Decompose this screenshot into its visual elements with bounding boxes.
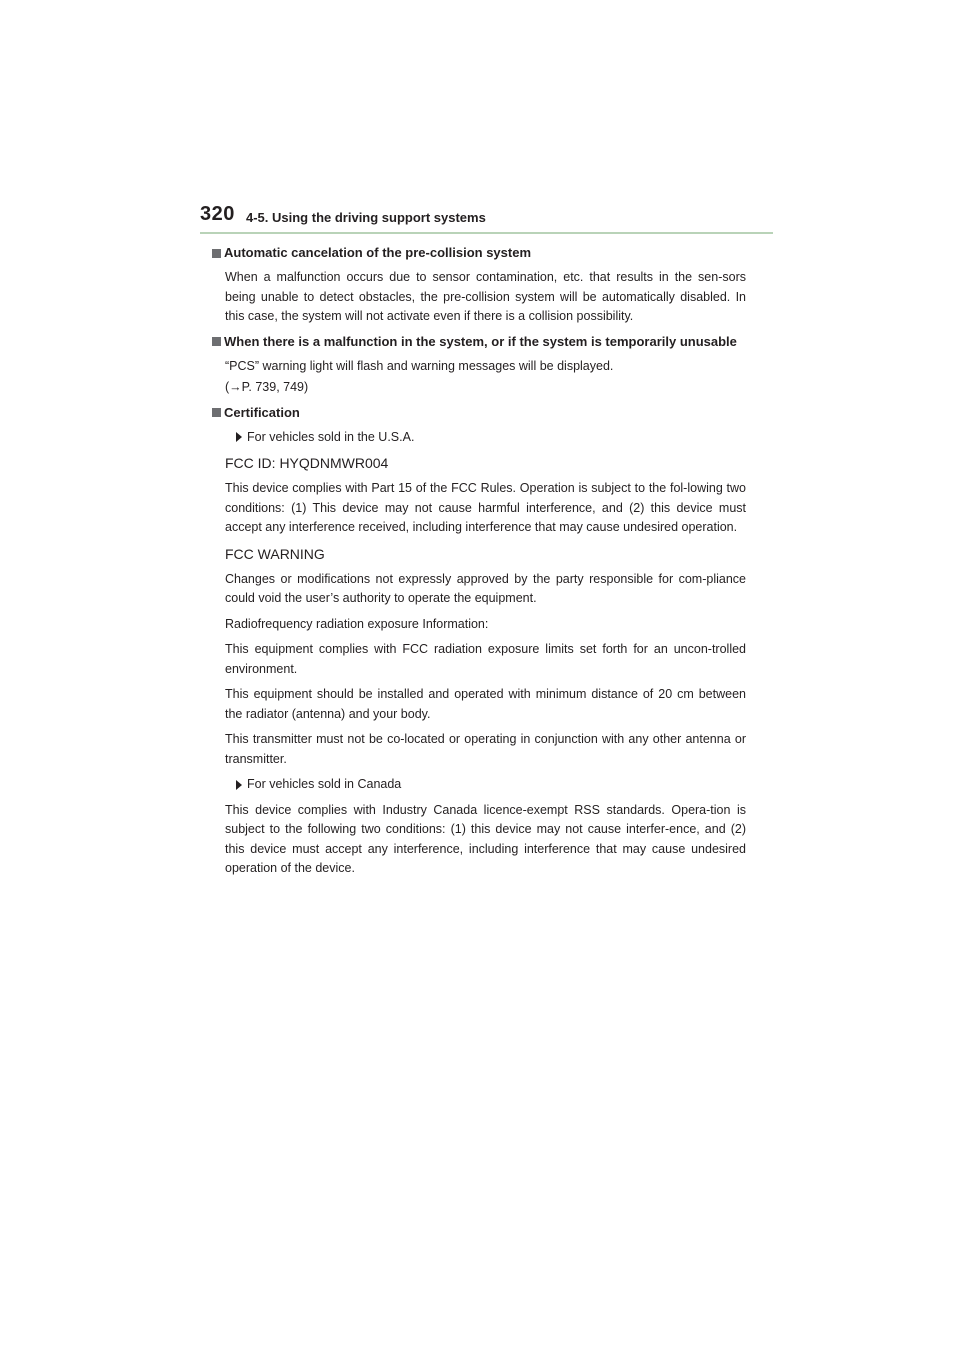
paragraph-rf-title: Radiofrequency radiation exposure Information: — [225, 616, 489, 631]
list-item-canada — [225, 775, 746, 795]
list-item-usa — [225, 428, 746, 448]
heading-malfunction — [212, 333, 746, 351]
paragraph-limits: This equipment complies with FCC radiation exposure limits set forth for an uncon-trolled environment. — [225, 642, 746, 676]
square-bullet-icon — [212, 337, 221, 346]
paragraph-page-ref: (→P. 739, 749) — [225, 380, 309, 394]
triangle-bullet-icon — [236, 432, 242, 442]
heading-text: Certification — [224, 404, 300, 420]
list-item-text: For vehicles sold in the U.S.A. — [247, 429, 415, 444]
header-divider — [200, 232, 773, 234]
triangle-bullet-icon — [236, 780, 242, 790]
paragraph-pcs-warning: “PCS” warning light will flash and warning messages will be displayed. — [225, 358, 614, 373]
paragraph-changes: Changes or modifications not expressly approved by the party responsible for com-pliance could void the user’s authority to operate the equipment. — [225, 571, 746, 605]
square-bullet-icon — [212, 408, 221, 417]
heading-text: Automatic cancelation of the pre-collision system — [224, 245, 532, 260]
square-bullet-icon — [212, 249, 221, 258]
heading-auto-cancel — [212, 244, 746, 262]
paragraph-distance: This equipment should be installed and operated with minimum distance of 20 cm between the radiator (antenna) and your body. — [225, 687, 746, 721]
paragraph-colocated: This transmitter must not be co-located or operating in conjunction with any other antenna or transmitter. — [225, 732, 746, 766]
page-number: 320 — [200, 203, 235, 225]
paragraph-canada: This device complies with Industry Canada licence-exempt RSS standards. Opera-tion is subject to the following two conditions: (1) this device may not cause interfer-ence, and (2) this device must accept any interference, including interference that may cause undesired operation of the device. — [225, 802, 746, 875]
paragraph-auto-cancel: When a malfunction occurs due to sensor contamination, etc. that results in the sen-sors being unable to detect obstacles, the pre-collision system will be automatically disabled. In this case, the system will not activate even if there is a collision possibility. — [225, 270, 746, 323]
section-title: 4-5. Using the driving support systems — [246, 210, 486, 225]
list-item-text: For vehicles sold in Canada — [247, 777, 402, 791]
fcc-id: FCC ID: HYQDNMWR004 — [225, 455, 389, 471]
heading-text: When there is a malfunction in the system, or if the system is temporarily unusable — [224, 333, 737, 349]
paragraph-part15: This device complies with Part 15 of the FCC Rules. Operation is subject to the fol-lowing two conditions: (1) This device may not cause harmful interference, and (2) this device must accept any interference received, including interference that may cause undesired operation. — [225, 481, 746, 534]
heading-certification — [212, 404, 746, 422]
fcc-warning: FCC WARNING — [225, 545, 325, 562]
page-content — [212, 244, 746, 885]
